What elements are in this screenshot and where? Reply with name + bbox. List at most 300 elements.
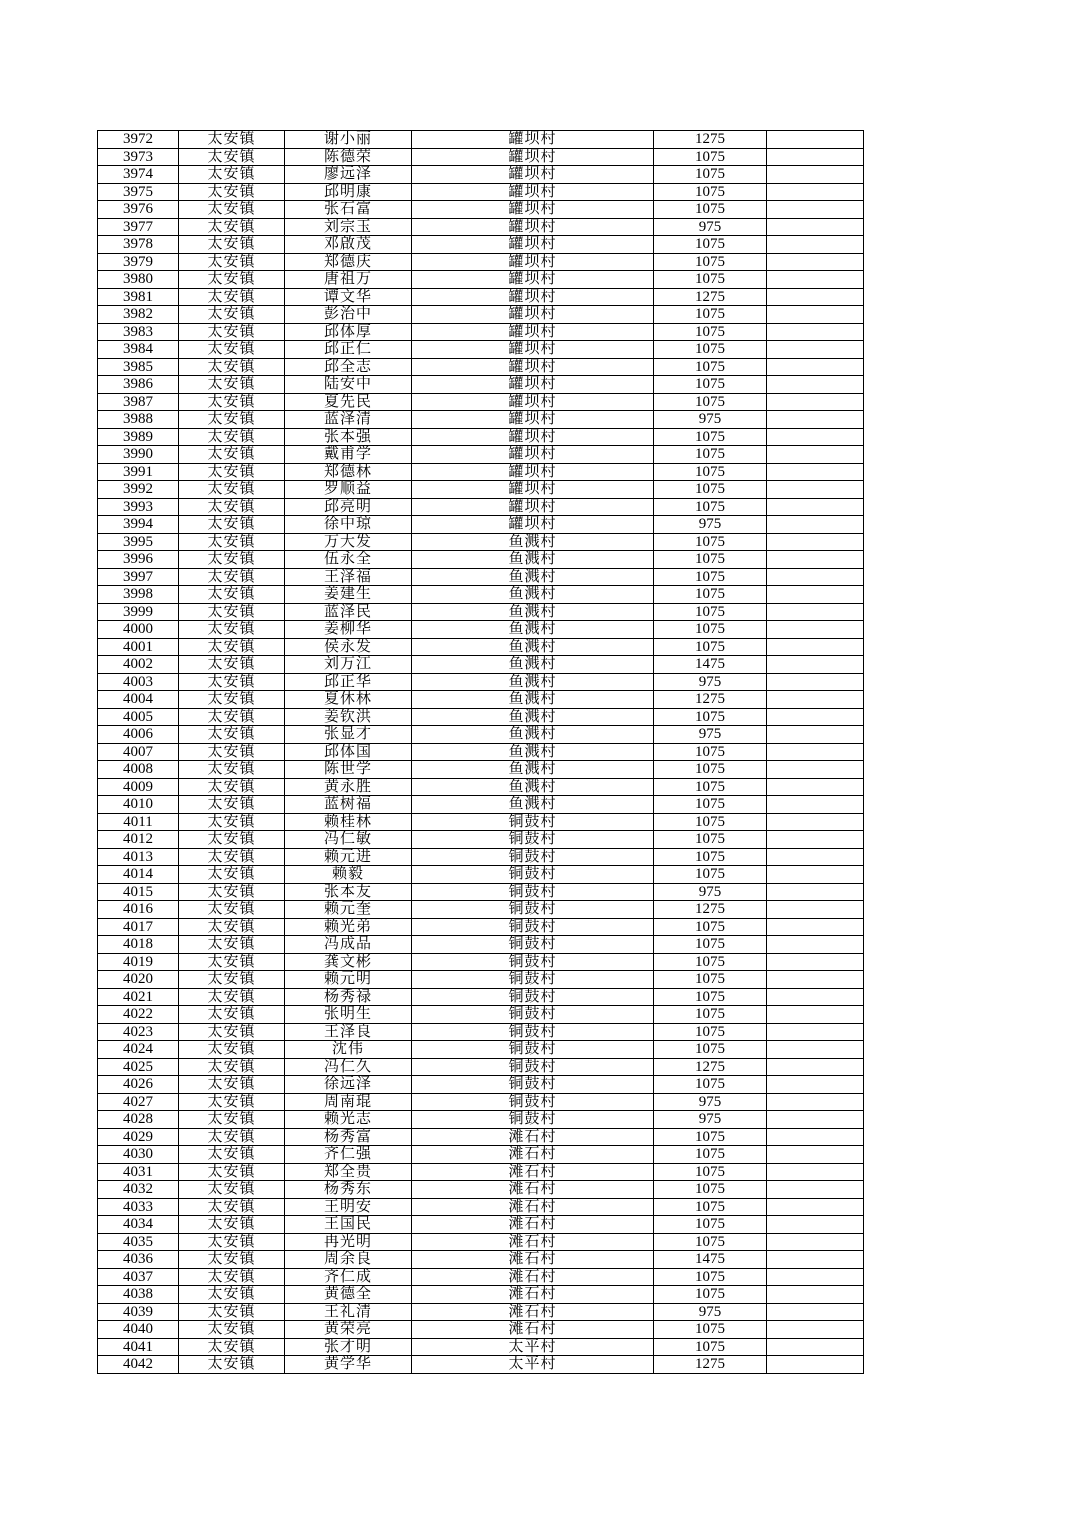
amount-cell: 1075	[654, 533, 767, 551]
town-cell: 太安镇	[179, 323, 285, 341]
table-row	[98, 1128, 864, 1146]
village-cell: 滩石村	[412, 1163, 654, 1181]
table-row	[98, 848, 864, 866]
row-number-cell: 3979	[98, 253, 179, 271]
town-cell: 太安镇	[179, 726, 285, 744]
town-cell: 太安镇	[179, 1321, 285, 1339]
village-cell: 罐坝村	[412, 306, 654, 324]
note-cell	[767, 1058, 864, 1076]
village-cell: 鱼溅村	[412, 778, 654, 796]
table-row	[98, 323, 864, 341]
name-cell: 张石富	[285, 201, 412, 219]
amount-cell: 1475	[654, 1251, 767, 1269]
amount-cell: 975	[654, 411, 767, 429]
note-cell	[767, 848, 864, 866]
village-cell: 太平村	[412, 1338, 654, 1356]
table-row	[98, 743, 864, 761]
note-cell	[767, 323, 864, 341]
note-cell	[767, 586, 864, 604]
amount-cell: 1075	[654, 498, 767, 516]
town-cell: 太安镇	[179, 463, 285, 481]
note-cell	[767, 918, 864, 936]
note-cell	[767, 463, 864, 481]
note-cell	[767, 813, 864, 831]
row-number-cell: 4009	[98, 778, 179, 796]
village-cell: 铜鼓村	[412, 1058, 654, 1076]
table-row	[98, 1023, 864, 1041]
amount-cell: 1475	[654, 656, 767, 674]
name-cell: 廖远泽	[285, 166, 412, 184]
town-cell: 太安镇	[179, 866, 285, 884]
name-cell: 张显才	[285, 726, 412, 744]
note-cell	[767, 1041, 864, 1059]
town-cell: 太安镇	[179, 393, 285, 411]
name-cell: 黄永胜	[285, 778, 412, 796]
note-cell	[767, 1268, 864, 1286]
note-cell	[767, 778, 864, 796]
town-cell: 太安镇	[179, 1251, 285, 1269]
name-cell: 蓝泽清	[285, 411, 412, 429]
note-cell	[767, 901, 864, 919]
table-row	[98, 621, 864, 639]
town-cell: 太安镇	[179, 253, 285, 271]
amount-cell: 1075	[654, 323, 767, 341]
town-cell: 太安镇	[179, 1146, 285, 1164]
note-cell	[767, 271, 864, 289]
town-cell: 太安镇	[179, 568, 285, 586]
row-number-cell: 4026	[98, 1076, 179, 1094]
table-row	[98, 428, 864, 446]
note-cell	[767, 358, 864, 376]
table-row	[98, 586, 864, 604]
town-cell: 太安镇	[179, 936, 285, 954]
name-cell: 张明生	[285, 1006, 412, 1024]
town-cell: 太安镇	[179, 673, 285, 691]
name-cell: 王礼清	[285, 1303, 412, 1321]
table-row	[98, 568, 864, 586]
table-row	[98, 1321, 864, 1339]
table-row	[98, 936, 864, 954]
village-cell: 铜鼓村	[412, 1076, 654, 1094]
table-row	[98, 1233, 864, 1251]
table-row	[98, 1146, 864, 1164]
note-cell	[767, 148, 864, 166]
row-number-cell: 3991	[98, 463, 179, 481]
row-number-cell: 4013	[98, 848, 179, 866]
note-cell	[767, 1163, 864, 1181]
name-cell: 邓啟茂	[285, 236, 412, 254]
note-cell	[767, 166, 864, 184]
name-cell: 邱正仁	[285, 341, 412, 359]
table-row	[98, 1181, 864, 1199]
row-number-cell: 4011	[98, 813, 179, 831]
village-cell: 鱼溅村	[412, 638, 654, 656]
name-cell: 侯永发	[285, 638, 412, 656]
row-number-cell: 4025	[98, 1058, 179, 1076]
note-cell	[767, 1093, 864, 1111]
table-row	[98, 603, 864, 621]
name-cell: 赖光弟	[285, 918, 412, 936]
town-cell: 太安镇	[179, 918, 285, 936]
village-cell: 罐坝村	[412, 148, 654, 166]
village-cell: 滩石村	[412, 1181, 654, 1199]
name-cell: 夏先民	[285, 393, 412, 411]
table-row	[98, 1251, 864, 1269]
row-number-cell: 4002	[98, 656, 179, 674]
table-row	[98, 1216, 864, 1234]
village-cell: 铜鼓村	[412, 936, 654, 954]
row-number-cell: 3976	[98, 201, 179, 219]
village-cell: 鱼溅村	[412, 796, 654, 814]
town-cell: 太安镇	[179, 183, 285, 201]
town-cell: 太安镇	[179, 953, 285, 971]
note-cell	[767, 953, 864, 971]
row-number-cell: 4001	[98, 638, 179, 656]
name-cell: 郑德庆	[285, 253, 412, 271]
village-cell: 罐坝村	[412, 393, 654, 411]
name-cell: 王国民	[285, 1216, 412, 1234]
note-cell	[767, 638, 864, 656]
row-number-cell: 4018	[98, 936, 179, 954]
village-cell: 铜鼓村	[412, 1111, 654, 1129]
note-cell	[767, 936, 864, 954]
town-cell: 太安镇	[179, 341, 285, 359]
amount-cell: 1075	[654, 183, 767, 201]
row-number-cell: 3982	[98, 306, 179, 324]
amount-cell: 1075	[654, 463, 767, 481]
note-cell	[767, 1338, 864, 1356]
note-cell	[767, 218, 864, 236]
village-cell: 太平村	[412, 1356, 654, 1374]
village-cell: 罐坝村	[412, 481, 654, 499]
village-cell: 滩石村	[412, 1216, 654, 1234]
name-cell: 郑全贵	[285, 1163, 412, 1181]
row-number-cell: 3984	[98, 341, 179, 359]
table-row	[98, 1163, 864, 1181]
village-cell: 罐坝村	[412, 341, 654, 359]
note-cell	[767, 1146, 864, 1164]
name-cell: 邱正华	[285, 673, 412, 691]
amount-cell: 1075	[654, 551, 767, 569]
name-cell: 姜柳华	[285, 621, 412, 639]
row-number-cell: 3989	[98, 428, 179, 446]
amount-cell: 1075	[654, 253, 767, 271]
village-cell: 铜鼓村	[412, 953, 654, 971]
row-number-cell: 3993	[98, 498, 179, 516]
amount-cell: 1075	[654, 778, 767, 796]
village-cell: 鱼溅村	[412, 656, 654, 674]
village-cell: 鱼溅村	[412, 586, 654, 604]
note-cell	[767, 253, 864, 271]
row-number-cell: 3999	[98, 603, 179, 621]
amount-cell: 975	[654, 1303, 767, 1321]
amount-cell: 1075	[654, 603, 767, 621]
table-row	[98, 1058, 864, 1076]
town-cell: 太安镇	[179, 201, 285, 219]
note-cell	[767, 621, 864, 639]
row-number-cell: 4032	[98, 1181, 179, 1199]
note-cell	[767, 1076, 864, 1094]
table-row	[98, 236, 864, 254]
table-row	[98, 1338, 864, 1356]
village-cell: 铜鼓村	[412, 848, 654, 866]
town-cell: 太安镇	[179, 743, 285, 761]
note-cell	[767, 1286, 864, 1304]
table-row	[98, 411, 864, 429]
name-cell: 周余良	[285, 1251, 412, 1269]
amount-cell: 1075	[654, 481, 767, 499]
note-cell	[767, 411, 864, 429]
row-number-cell: 4035	[98, 1233, 179, 1251]
row-number-cell: 4027	[98, 1093, 179, 1111]
amount-cell: 1075	[654, 918, 767, 936]
name-cell: 冉光明	[285, 1233, 412, 1251]
town-cell: 太安镇	[179, 271, 285, 289]
row-number-cell: 3996	[98, 551, 179, 569]
table-row	[98, 638, 864, 656]
town-cell: 太安镇	[179, 708, 285, 726]
amount-cell: 1075	[654, 1321, 767, 1339]
name-cell: 姜建生	[285, 586, 412, 604]
name-cell: 伍永全	[285, 551, 412, 569]
note-cell	[767, 971, 864, 989]
data-table	[97, 130, 864, 1374]
name-cell: 刘万江	[285, 656, 412, 674]
amount-cell: 1075	[654, 761, 767, 779]
name-cell: 邱明康	[285, 183, 412, 201]
name-cell: 刘宗玉	[285, 218, 412, 236]
amount-cell: 1075	[654, 1233, 767, 1251]
table-row	[98, 1093, 864, 1111]
village-cell: 罐坝村	[412, 446, 654, 464]
amount-cell: 1075	[654, 1006, 767, 1024]
name-cell: 张本友	[285, 883, 412, 901]
village-cell: 铜鼓村	[412, 971, 654, 989]
note-cell	[767, 726, 864, 744]
note-cell	[767, 1023, 864, 1041]
note-cell	[767, 288, 864, 306]
village-cell: 滩石村	[412, 1233, 654, 1251]
note-cell	[767, 498, 864, 516]
name-cell: 蓝树福	[285, 796, 412, 814]
amount-cell: 1075	[654, 1041, 767, 1059]
table-row	[98, 813, 864, 831]
table-row	[98, 953, 864, 971]
town-cell: 太安镇	[179, 1111, 285, 1129]
row-number-cell: 3998	[98, 586, 179, 604]
name-cell: 赖元进	[285, 848, 412, 866]
table-row	[98, 1006, 864, 1024]
name-cell: 万大发	[285, 533, 412, 551]
table-row	[98, 463, 864, 481]
row-number-cell: 3974	[98, 166, 179, 184]
table-row	[98, 778, 864, 796]
name-cell: 沈伟	[285, 1041, 412, 1059]
row-number-cell: 4042	[98, 1356, 179, 1374]
amount-cell: 1075	[654, 271, 767, 289]
village-cell: 罐坝村	[412, 131, 654, 149]
table-row	[98, 796, 864, 814]
name-cell: 罗顺益	[285, 481, 412, 499]
town-cell: 太安镇	[179, 1163, 285, 1181]
village-cell: 罐坝村	[412, 218, 654, 236]
name-cell: 赖元奎	[285, 901, 412, 919]
village-cell: 铜鼓村	[412, 831, 654, 849]
village-cell: 罐坝村	[412, 358, 654, 376]
amount-cell: 1075	[654, 236, 767, 254]
table-row	[98, 516, 864, 534]
village-cell: 罐坝村	[412, 288, 654, 306]
village-cell: 铜鼓村	[412, 918, 654, 936]
amount-cell: 1075	[654, 376, 767, 394]
note-cell	[767, 533, 864, 551]
table-row	[98, 288, 864, 306]
row-number-cell: 4008	[98, 761, 179, 779]
town-cell: 太安镇	[179, 1093, 285, 1111]
name-cell: 冯仁久	[285, 1058, 412, 1076]
note-cell	[767, 656, 864, 674]
name-cell: 冯仁敏	[285, 831, 412, 849]
row-number-cell: 4037	[98, 1268, 179, 1286]
village-cell: 滩石村	[412, 1268, 654, 1286]
name-cell: 黄德全	[285, 1286, 412, 1304]
village-cell: 鱼溅村	[412, 621, 654, 639]
row-number-cell: 4028	[98, 1111, 179, 1129]
row-number-cell: 3975	[98, 183, 179, 201]
village-cell: 鱼溅村	[412, 603, 654, 621]
name-cell: 张才明	[285, 1338, 412, 1356]
row-number-cell: 4020	[98, 971, 179, 989]
town-cell: 太安镇	[179, 131, 285, 149]
amount-cell: 1075	[654, 1163, 767, 1181]
note-cell	[767, 446, 864, 464]
note-cell	[767, 183, 864, 201]
row-number-cell: 4000	[98, 621, 179, 639]
town-cell: 太安镇	[179, 1041, 285, 1059]
name-cell: 齐仁强	[285, 1146, 412, 1164]
row-number-cell: 4036	[98, 1251, 179, 1269]
table-row	[98, 866, 864, 884]
row-number-cell: 3978	[98, 236, 179, 254]
amount-cell: 1275	[654, 901, 767, 919]
amount-cell: 1075	[654, 1338, 767, 1356]
village-cell: 滩石村	[412, 1303, 654, 1321]
village-cell: 罐坝村	[412, 201, 654, 219]
table-row	[98, 1198, 864, 1216]
town-cell: 太安镇	[179, 988, 285, 1006]
table-row	[98, 271, 864, 289]
table-row	[98, 691, 864, 709]
note-cell	[767, 708, 864, 726]
amount-cell: 1075	[654, 743, 767, 761]
table-row	[98, 376, 864, 394]
town-cell: 太安镇	[179, 166, 285, 184]
note-cell	[767, 1216, 864, 1234]
name-cell: 赖毅	[285, 866, 412, 884]
table-row	[98, 446, 864, 464]
town-cell: 太安镇	[179, 1128, 285, 1146]
village-cell: 滩石村	[412, 1198, 654, 1216]
village-cell: 滩石村	[412, 1321, 654, 1339]
row-number-cell: 3972	[98, 131, 179, 149]
town-cell: 太安镇	[179, 498, 285, 516]
table-row	[98, 201, 864, 219]
village-cell: 铜鼓村	[412, 866, 654, 884]
town-cell: 太安镇	[179, 603, 285, 621]
name-cell: 夏休林	[285, 691, 412, 709]
amount-cell: 1075	[654, 813, 767, 831]
note-cell	[767, 1128, 864, 1146]
row-number-cell: 4030	[98, 1146, 179, 1164]
village-cell: 铜鼓村	[412, 1093, 654, 1111]
amount-cell: 1275	[654, 1356, 767, 1374]
row-number-cell: 3977	[98, 218, 179, 236]
amount-cell: 1075	[654, 936, 767, 954]
town-cell: 太安镇	[179, 778, 285, 796]
amount-cell: 1075	[654, 708, 767, 726]
amount-cell: 975	[654, 218, 767, 236]
note-cell	[767, 743, 864, 761]
row-number-cell: 4021	[98, 988, 179, 1006]
table-row	[98, 481, 864, 499]
town-cell: 太安镇	[179, 1286, 285, 1304]
name-cell: 陈世学	[285, 761, 412, 779]
note-cell	[767, 1111, 864, 1129]
row-number-cell: 4003	[98, 673, 179, 691]
note-cell	[767, 1181, 864, 1199]
village-cell: 铜鼓村	[412, 1023, 654, 1041]
row-number-cell: 4019	[98, 953, 179, 971]
row-number-cell: 3986	[98, 376, 179, 394]
name-cell: 齐仁成	[285, 1268, 412, 1286]
name-cell: 徐中琼	[285, 516, 412, 534]
village-cell: 鱼溅村	[412, 743, 654, 761]
town-cell: 太安镇	[179, 1058, 285, 1076]
table-body	[98, 131, 864, 1374]
amount-cell: 1075	[654, 1286, 767, 1304]
town-cell: 太安镇	[179, 971, 285, 989]
village-cell: 鱼溅村	[412, 551, 654, 569]
amount-cell: 1075	[654, 953, 767, 971]
town-cell: 太安镇	[179, 761, 285, 779]
row-number-cell: 3987	[98, 393, 179, 411]
village-cell: 罐坝村	[412, 498, 654, 516]
amount-cell: 1075	[654, 428, 767, 446]
note-cell	[767, 341, 864, 359]
town-cell: 太安镇	[179, 1023, 285, 1041]
town-cell: 太安镇	[179, 656, 285, 674]
amount-cell: 1075	[654, 1023, 767, 1041]
note-cell	[767, 883, 864, 901]
village-cell: 罐坝村	[412, 271, 654, 289]
town-cell: 太安镇	[179, 831, 285, 849]
table-row	[98, 341, 864, 359]
name-cell: 王泽福	[285, 568, 412, 586]
name-cell: 谭文华	[285, 288, 412, 306]
town-cell: 太安镇	[179, 411, 285, 429]
town-cell: 太安镇	[179, 796, 285, 814]
amount-cell: 1075	[654, 796, 767, 814]
village-cell: 罐坝村	[412, 183, 654, 201]
town-cell: 太安镇	[179, 446, 285, 464]
amount-cell: 975	[654, 726, 767, 744]
note-cell	[767, 428, 864, 446]
name-cell: 陈德荣	[285, 148, 412, 166]
note-cell	[767, 603, 864, 621]
note-cell	[767, 1198, 864, 1216]
table-row	[98, 1303, 864, 1321]
village-cell: 铜鼓村	[412, 813, 654, 831]
